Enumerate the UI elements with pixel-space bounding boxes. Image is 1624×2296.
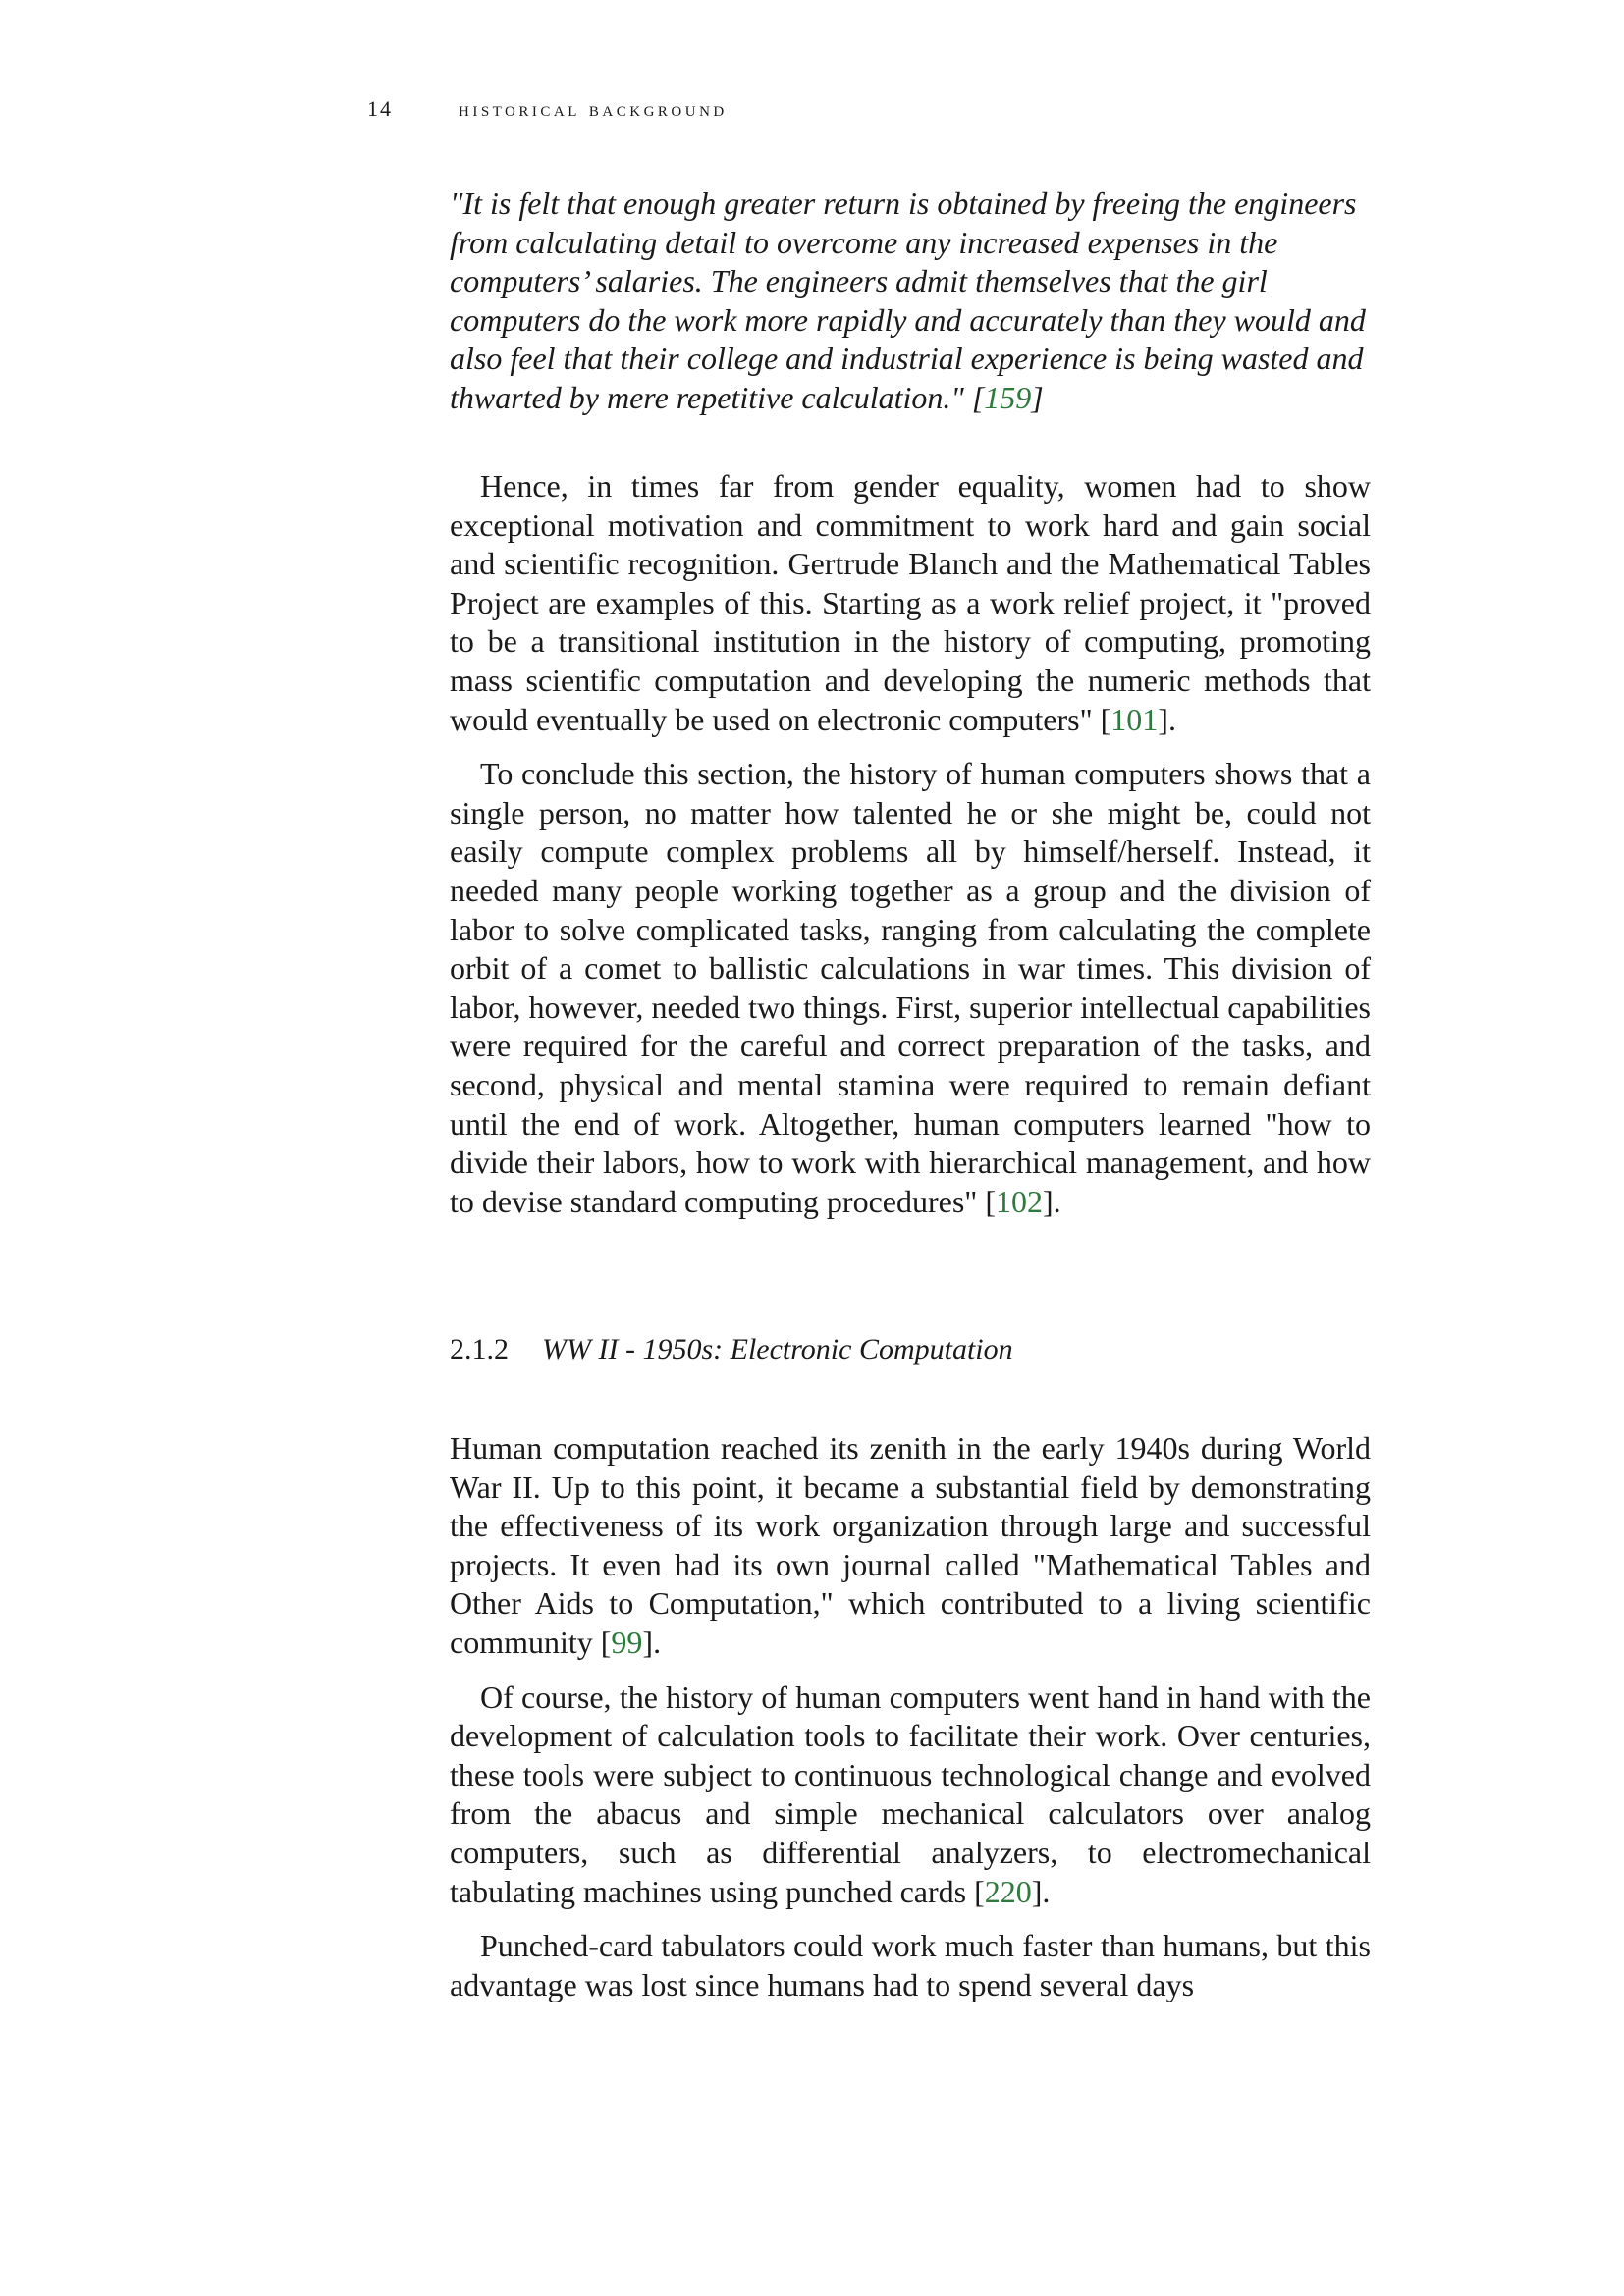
paragraph-text: To conclude this section, the history of human computers shows that a single person, no matter how talented he or she might be, could not easily compute complex problems all by himself/herself. Instead, it needed many people working together as a group and the division of labor to solve complicated tasks, ranging from calculating the complete orbit of a comet to ballistic calculations in war times. This division of labor, however, needed two things. First, superior intellectual capabilities were required for the careful and correct preparation of the tasks, and second, physical and mental stamina were required to remain defiant until the end of work. Altogether, human computers learned "how to divide their labors, how to work with hierarchical management, and how to devise standard computing procedures" [ xyxy=(450,756,1371,1219)
paragraph xyxy=(450,467,1371,739)
quote-text: "It is felt that enough greater return is obtained by freeing the engineers from calculating detail to overcome any increased expenses in the computers’ salaries. The engineers admit themselves that the girl computers do the work more rapidly and accurately than they would and also feel that their college and industrial experience is being wasted and thwarted by mere repetitive calculation." [ xyxy=(450,186,1366,415)
citation-link[interactable]: 159 xyxy=(984,379,1032,415)
body-text-section-2 xyxy=(450,1429,1371,2004)
chapter-title: historical background xyxy=(459,96,728,121)
paragraph-text: Punched-card tabulators could work much faster than humans, but this advantage was lost since humans had to spend several days xyxy=(450,1928,1371,2002)
paragraph-tail: ]. xyxy=(1043,1183,1061,1219)
citation-link[interactable]: 101 xyxy=(1110,701,1159,737)
paragraph xyxy=(450,1927,1371,2004)
section-number: 2.1.2 xyxy=(450,1333,509,1365)
citation-link[interactable]: 102 xyxy=(996,1183,1044,1219)
quote-close: ] xyxy=(1031,379,1044,415)
citation-link[interactable]: 220 xyxy=(984,1873,1032,1909)
paragraph-tail: ]. xyxy=(642,1624,662,1660)
section-title: WW II - 1950s: Electronic Computation xyxy=(542,1333,1013,1365)
page-number: 14 xyxy=(367,96,393,121)
paragraph-tail: ]. xyxy=(1031,1873,1051,1909)
paragraph-text: Of course, the history of human computers went hand in hand with the development of calculation tools to facilitate their work. Over centuries, these tools were subject to continuous technological change and evolved from the abacus and simple mechanical calculators over analog computers, such as differential analyzers, to electromechanical tabulating machines using punched cards [ xyxy=(450,1679,1371,1909)
paragraph xyxy=(450,1679,1371,1912)
block-quote xyxy=(450,185,1371,418)
body-text-section-1 xyxy=(450,467,1371,1221)
paragraph-text: Human computation reached its zenith in the early 1940s during World War II. Up to this point, it became a substantial field by demonstrating the effectiveness of its work organization through large and successful projects. It even had its own journal called "Mathematical Tables and Other Aids to Computation," which contributed to a living scientific community [ xyxy=(450,1430,1371,1660)
section-heading xyxy=(450,1333,1013,1366)
paragraph-tail: ]. xyxy=(1158,701,1176,737)
citation-link[interactable]: 99 xyxy=(611,1624,643,1660)
paragraph-text: Hence, in times far from gender equality, women had to show exceptional motivation and commitment to work hard and gain social and scientific recognition. Gertrude Blanch and the Mathematical Tables Project are examples of this. Starting as a work relief project, it "proved to be a transitional institution in the history of computing, promoting mass scientific computation and developing the numeric methods that would eventually be used on electronic computers" [ xyxy=(450,468,1371,737)
running-head xyxy=(367,96,728,122)
paragraph xyxy=(450,1429,1371,1663)
paragraph xyxy=(450,755,1371,1221)
